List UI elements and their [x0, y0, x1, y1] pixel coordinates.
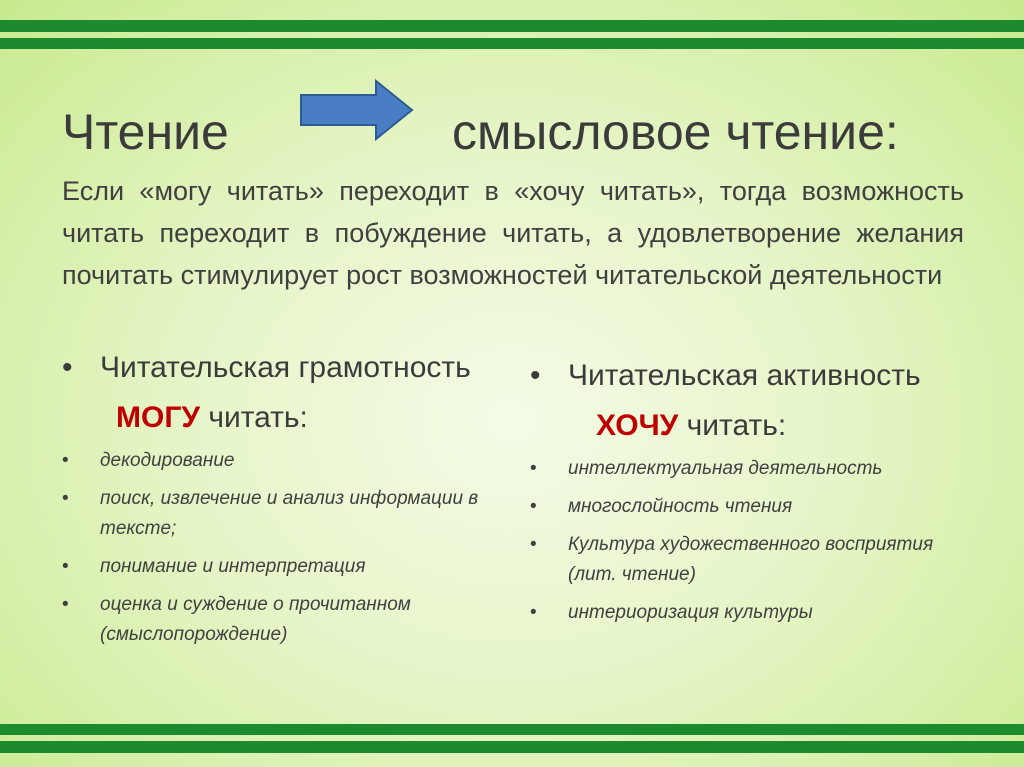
list-item	[530, 530, 980, 590]
bullet-icon: •	[62, 488, 69, 509]
intro-text: Если «могу читать» переходит в «хочу читать», тогда возможность читать переходит в побуждение читать, а удовлетворение желания почитать стимулирует рост возможностей читательской деятельности	[62, 176, 964, 290]
list-item-text: интериоризация культуры	[568, 602, 813, 623]
top-stripe-2	[0, 38, 1024, 49]
left-sub-heading-red: МОГУ	[116, 401, 200, 434]
left-main-bullet	[62, 346, 492, 390]
bullet-icon: •	[530, 458, 537, 479]
right-sub-heading-red: ХОЧУ	[596, 409, 679, 442]
list-item	[62, 484, 492, 544]
list-item-text: декодирование	[100, 450, 235, 471]
right-main-bullet-text: Читательская активность	[568, 359, 921, 392]
title-right: смысловое чтение:	[452, 104, 899, 160]
left-column	[62, 346, 492, 658]
bullet-icon: •	[62, 594, 69, 615]
list-item-text: оценка и суждение о прочитанном (смыслопорождение)	[100, 594, 411, 645]
right-column	[530, 354, 980, 636]
bullet-icon: •	[530, 534, 537, 555]
list-item-text: поиск, извлечение и анализ информации в тексте;	[100, 488, 479, 539]
bullet-icon: •	[62, 450, 69, 471]
title-left: Чтение	[62, 104, 229, 160]
list-item	[530, 598, 980, 628]
right-main-bullet	[530, 354, 980, 398]
list-item	[62, 446, 492, 476]
bullet-icon: •	[530, 496, 537, 517]
right-items-list	[530, 454, 980, 628]
right-arrow-icon	[298, 78, 416, 142]
right-sub-heading	[530, 406, 980, 446]
left-sub-heading-rest: читать:	[200, 401, 308, 434]
list-item-text: Культура художественного восприятия (лит. чтение)	[568, 534, 934, 585]
bullet-icon: •	[530, 359, 541, 392]
right-sub-heading-rest: читать:	[678, 409, 787, 442]
list-item	[530, 492, 980, 522]
bullet-icon: •	[62, 556, 69, 577]
bottom-stripe-2	[0, 741, 1024, 753]
list-item	[62, 552, 492, 582]
bottom-stripe-1	[0, 724, 1024, 735]
top-stripe-1	[0, 20, 1024, 32]
list-item-text: интеллектуальная деятельность	[568, 458, 883, 479]
list-item	[62, 590, 492, 650]
list-item-text: многослойность чтения	[568, 496, 793, 517]
list-item-text: понимание и интерпретация	[100, 556, 366, 577]
bullet-icon: •	[530, 602, 537, 623]
left-items-list	[62, 446, 492, 650]
left-sub-heading	[62, 398, 492, 438]
bullet-icon: •	[62, 351, 73, 384]
list-item	[530, 454, 980, 484]
left-main-bullet-text: Читательская грамотность	[100, 351, 471, 384]
